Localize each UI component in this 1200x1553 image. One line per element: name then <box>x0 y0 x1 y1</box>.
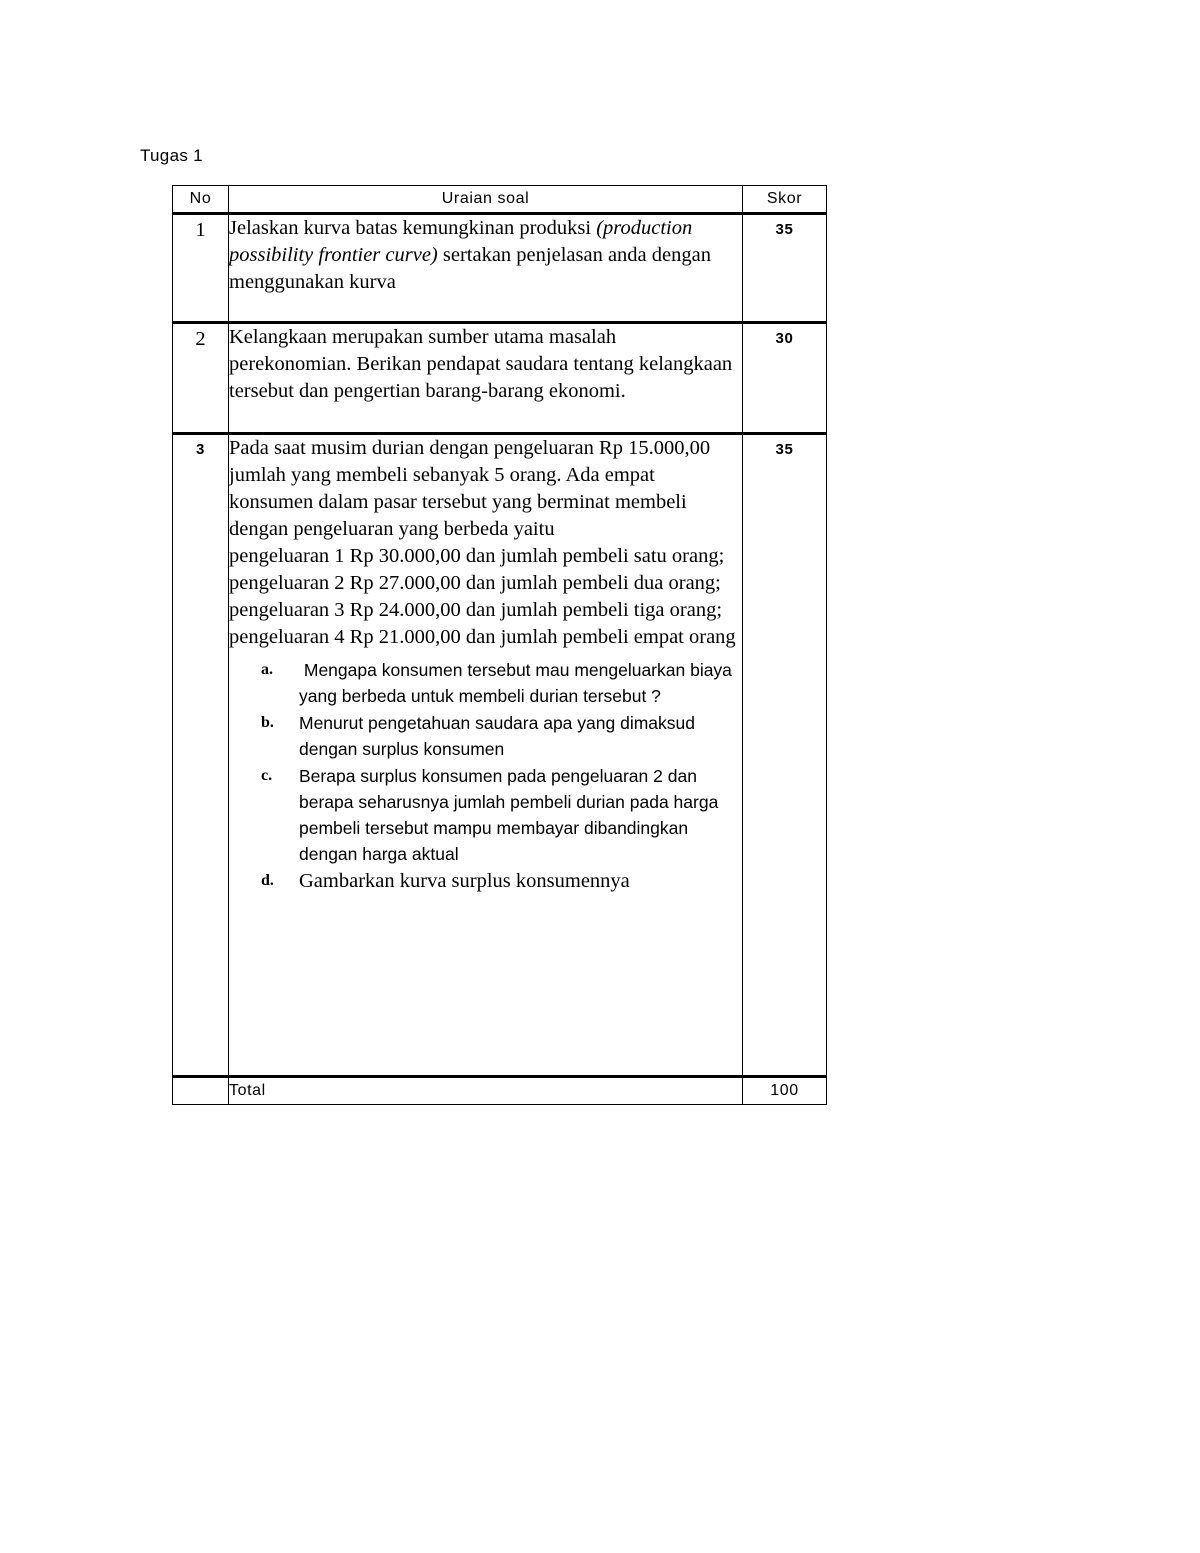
table-row <box>173 214 827 323</box>
sub-question-list <box>229 657 742 895</box>
sub-question <box>261 868 742 895</box>
row-number: 2 <box>195 328 206 350</box>
sub-question-marker: c. <box>261 767 273 784</box>
question-text-end: sertakan penjelasan anda dengan menggunakan kurva <box>229 244 711 293</box>
question-intro: Pada saat musim durian dengan pengeluaran Rp 15.000,00 jumlah yang membeli sebanyak 5 orang. Ada empat konsumen dalam pasar tersebut yang berminat membeli dengan pengeluaran yang berbeda yaitu <box>229 437 711 540</box>
total-empty-cell <box>173 1077 229 1105</box>
question-cell <box>229 214 743 323</box>
sub-question-text: Gambarkan kurva surplus konsumennya <box>299 870 630 892</box>
row-number-cell <box>173 434 229 1077</box>
sub-question-marker: b. <box>261 714 274 731</box>
spending-line: pengeluaran 4 Rp 21.000,00 dan jumlah pembeli empat orang <box>229 626 736 648</box>
question-text <box>229 435 742 651</box>
header-no: No <box>173 186 229 214</box>
question-text <box>229 324 742 405</box>
table-row <box>173 434 827 1077</box>
page-title: Tugas 1 <box>140 146 203 165</box>
sub-question <box>261 710 742 762</box>
score-value: 30 <box>775 330 794 347</box>
score-cell <box>743 434 827 1077</box>
spending-line: pengeluaran 2 Rp 27.000,00 dan jumlah pembeli dua orang; <box>229 572 721 594</box>
sub-question-marker: a. <box>261 661 273 678</box>
sub-question-marker: d. <box>261 872 274 889</box>
total-label: Total <box>229 1077 743 1105</box>
question-cell <box>229 323 743 434</box>
score-cell <box>743 323 827 434</box>
question-cell <box>229 434 743 1077</box>
score-value: 35 <box>775 221 794 238</box>
question-paragraph: Kelangkaan merupakan sumber utama masalah perekonomian. Berikan pendapat saudara tentang kelangkaan tersebut dan pengertian barang-barang ekonomi. <box>229 326 733 402</box>
score-value: 35 <box>775 441 794 458</box>
question-text-start: Jelaskan kurva batas kemungkinan produksi <box>229 217 592 239</box>
header-description: Uraian soal <box>229 186 743 214</box>
sub-question-text: Menurut pengetahuan saudara apa yang dimaksud dengan surplus konsumen <box>299 713 695 759</box>
spending-line: pengeluaran 1 Rp 30.000,00 dan jumlah pembeli satu orang; <box>229 545 725 567</box>
row-number: 1 <box>195 219 206 241</box>
total-score: 100 <box>743 1077 827 1105</box>
header-score: Skor <box>743 186 827 214</box>
table-row <box>173 323 827 434</box>
row-number-cell <box>173 323 229 434</box>
row-number: 3 <box>196 441 205 458</box>
sub-question-text: Berapa surplus konsumen pada pengeluaran 2 dan berapa seharusnya jumlah pembeli durian pada harga pembeli tersebut mampu membayar dibandingkan dengan harga aktual <box>299 766 719 864</box>
total-row <box>173 1077 827 1105</box>
score-cell <box>743 214 827 323</box>
spending-line: pengeluaran 3 Rp 24.000,00 dan jumlah pembeli tiga orang; <box>229 599 723 621</box>
row-number-cell <box>173 214 229 323</box>
sub-question <box>261 657 742 709</box>
table-header-row <box>173 186 827 214</box>
assignment-table <box>172 185 827 1105</box>
sub-question <box>261 763 742 867</box>
question-text-italic: (production possibility frontier curve) <box>229 217 693 266</box>
question-text <box>229 215 742 296</box>
sub-question-text: Mengapa konsumen tersebut mau mengeluarkan biaya yang berbeda untuk membeli durian tersebut ? <box>299 660 737 706</box>
